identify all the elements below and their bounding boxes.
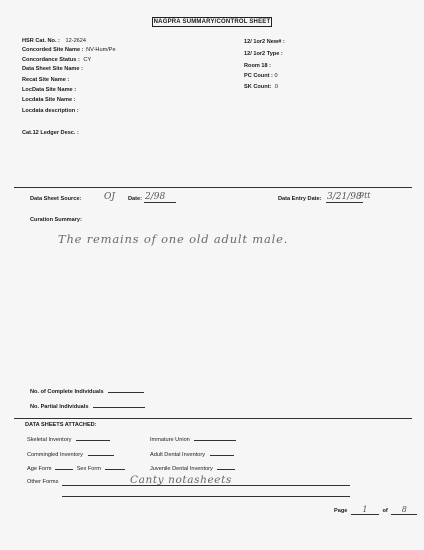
data-sheet-site-name-label: Data Sheet Site Name :	[22, 66, 83, 72]
sk-count-label: SK Count:	[244, 84, 272, 90]
skeletal-inventory-field[interactable]	[76, 435, 110, 441]
other-forms-line-2[interactable]	[62, 496, 350, 497]
age-form-field[interactable]	[55, 464, 73, 470]
page-total: 8	[391, 505, 417, 515]
adult-dental-inventory-label: Adult Dental Inventory	[150, 452, 206, 458]
recat-site-name-label: Recat Site Name :	[22, 77, 70, 83]
partial-individuals-field[interactable]	[93, 402, 145, 408]
sk-count-row	[244, 84, 278, 90]
page-label: Page	[334, 508, 348, 514]
concorded-site-name-label: Concorded Site Name :	[22, 47, 84, 53]
skeletal-inventory-row	[27, 435, 110, 443]
curation-summary-text: The remains of one old adult male.	[58, 232, 289, 246]
complete-individuals-row	[30, 387, 144, 395]
entry-initials: 9tt	[359, 191, 371, 200]
concorded-site-name-row	[22, 47, 116, 53]
data-sheets-attached-heading: DATA SHEETS ATTACHED:	[25, 422, 97, 428]
cat12-ledger-desc-label: Cat.12 Ledger Desc. :	[22, 130, 79, 136]
hsr-cat-no-label: HSR Cat. No. :	[22, 38, 60, 44]
partial-individuals-label: No. Partial Individuals	[30, 404, 89, 410]
sheet-title: NAGPRA SUMMARY/CONTROL SHEET	[153, 19, 271, 25]
concordance-status-label: Concordance Status :	[22, 57, 80, 63]
juvenile-dental-inventory-label: Juvenile Dental Inventory	[150, 466, 213, 472]
commingled-inventory-field[interactable]	[88, 450, 114, 456]
data-sheet-source-label: Data Sheet Source:	[30, 196, 82, 202]
divider-top	[14, 187, 412, 188]
pc-count-label: PC Count :	[244, 73, 273, 79]
commingled-inventory-label: Commingled Inventory	[27, 452, 83, 458]
immature-union-label: Immature Union	[150, 437, 190, 443]
new-number-label: 12/ 1or2 New# :	[244, 39, 285, 45]
hsr-cat-no-value: 12-2624	[65, 38, 87, 44]
hsr-cat-no-row	[22, 38, 86, 44]
concordance-status-value: CY	[83, 57, 92, 63]
concorded-site-name-value: NV-Hum/Pe	[86, 47, 116, 53]
locdata-description-label: Locdata description :	[22, 108, 79, 114]
curation-summary-label: Curation Summary:	[30, 217, 82, 223]
other-forms-label: Other Forms	[27, 479, 59, 485]
locdata-site-name-label-1: LocData Site Name :	[22, 87, 77, 93]
data-entry-date-value: 3/21/98	[327, 192, 362, 202]
of-label: of	[382, 508, 388, 514]
locdata-site-name-label-2: Locdata Site Name :	[22, 97, 76, 103]
date-value: 2/98	[144, 192, 176, 203]
adult-dental-inventory-row	[150, 450, 234, 458]
type-label: 12/ 1or2 Type :	[244, 51, 283, 57]
sk-count-value: 0	[274, 84, 279, 90]
commingled-inventory-row	[27, 450, 114, 458]
age-sex-form-row	[27, 464, 125, 472]
data-sheet-source-value: OJ	[104, 192, 115, 202]
pagination	[334, 505, 417, 515]
pc-count-value: 0	[274, 73, 278, 79]
complete-individuals-label: No. of Complete Individuals	[30, 389, 104, 395]
juvenile-dental-inventory-field[interactable]	[217, 464, 235, 470]
data-entry-date-label: Data Entry Date:	[278, 196, 322, 202]
other-forms-value: Canty notasheets	[130, 474, 232, 486]
adult-dental-inventory-field[interactable]	[210, 450, 234, 456]
divider-bottom	[14, 418, 412, 419]
room-label: Room 18 :	[244, 63, 272, 69]
skeletal-inventory-label: Skeletal Inventory	[27, 437, 72, 443]
age-form-label: Age Form	[27, 466, 52, 472]
concordance-status-row	[22, 57, 91, 63]
sex-form-field[interactable]	[105, 464, 125, 470]
partial-individuals-row	[30, 402, 145, 410]
immature-union-field[interactable]	[194, 435, 236, 441]
immature-union-row	[150, 435, 236, 443]
sex-form-label: Sex Form	[76, 466, 101, 472]
page-number: 1	[351, 505, 379, 515]
juvenile-dental-inventory-row	[150, 464, 235, 472]
complete-individuals-field[interactable]	[108, 387, 144, 393]
date-label: Date:	[128, 196, 142, 202]
pc-count-row	[244, 73, 278, 79]
